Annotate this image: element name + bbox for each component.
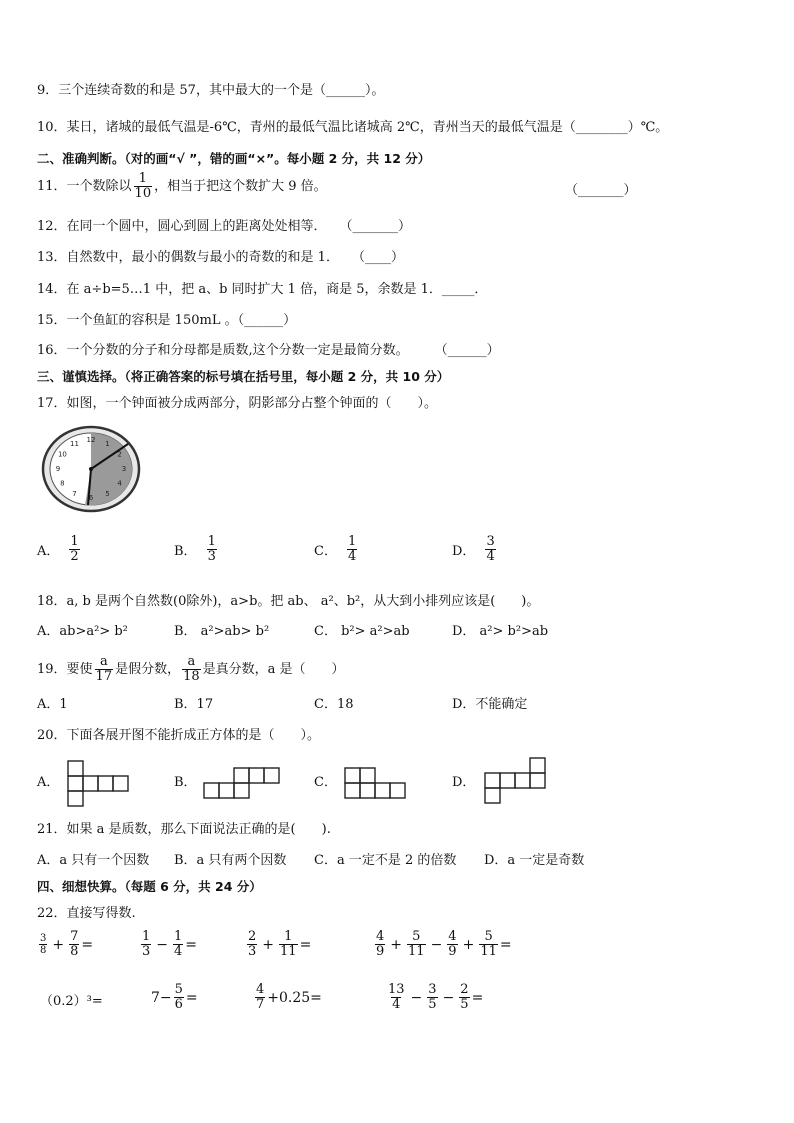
calc-8-f3-den: 5 [460, 997, 469, 1012]
question-11 [37, 172, 327, 201]
clock-number: 2 [117, 450, 122, 459]
question-10: 10．某日，诸城的最低气温是-6℃，青州的最低气温比诸城高 2℃，青州当天的最低气温是（________）℃。 [37, 120, 669, 135]
q17-option-fraction [347, 535, 357, 564]
question-19 [37, 655, 345, 684]
clock-number: 7 [72, 490, 77, 499]
question-16: 16．一个分数的分子和分母都是质数,这个分数一定是最简分数。 （______） [37, 343, 500, 358]
q19-f1-numerator: a [99, 654, 108, 669]
calc-4-fraction-1 [375, 930, 385, 959]
clock-number: 1 [105, 439, 110, 448]
calc-8 [385, 983, 483, 1012]
calc-4-fraction-3 [447, 930, 457, 959]
q19-f2-numerator: a [187, 654, 196, 669]
q21-option-b[interactable]: B．a 只有两个因数 [174, 853, 287, 868]
calc-3-f2-den: 11 [280, 944, 297, 959]
calc-6-text-pre: 7− [151, 989, 172, 1006]
q17-option-numerator: 3 [486, 534, 495, 549]
q17-option-fraction [69, 535, 79, 564]
calc-7-num: 4 [256, 982, 265, 997]
clock-number: 6 [88, 494, 94, 502]
calc-6-equals: = [185, 989, 198, 1006]
q20-net-d[interactable] [484, 757, 550, 807]
calc-4-f3-num: 4 [448, 929, 457, 944]
clock-number: 3 [121, 465, 127, 473]
q20-option-b-label[interactable]: B． [174, 775, 197, 790]
q17-option-label: C． [314, 544, 337, 559]
q18-option-b[interactable]: B． a²>ab> b² [174, 624, 270, 639]
calc-2 [139, 930, 197, 959]
q17-option-numerator: 1 [347, 534, 357, 549]
question-17: 17．如图，一个钟面被分成两部分，阴影部分占整个钟面的（ ）。 [37, 396, 438, 411]
calc-8-f2-den: 5 [428, 997, 437, 1012]
q19-option-d[interactable]: D．不能确定 [452, 697, 528, 712]
clock-number: 12 [86, 436, 96, 444]
calc-2-f1-num: 1 [142, 929, 151, 944]
calc-4-fraction-2 [407, 930, 426, 959]
q17-option-denominator: 4 [486, 549, 495, 564]
calc-6-fraction [174, 983, 184, 1012]
question-12: 12．在同一个圆中，圆心到圆上的距离处处相等． （_______） [37, 219, 412, 234]
calc-4-equals: = [499, 936, 512, 953]
calc-3-fraction-2 [279, 930, 298, 959]
calc-8-f1-num: 13 [388, 982, 405, 997]
clock-number: 9 [55, 465, 61, 473]
q18-option-d[interactable]: D． a²> b²>ab [452, 624, 549, 639]
calc-1-fraction-1 [39, 933, 47, 956]
q18-option-c[interactable]: C． b²> a²>ab [314, 624, 410, 639]
q21-option-d[interactable]: D．a 一定是奇数 [484, 853, 585, 868]
clock-number: 4 [117, 479, 122, 488]
q17-option-d[interactable] [452, 535, 498, 564]
q20-option-a-label[interactable]: A． [37, 775, 60, 790]
calc-1 [37, 930, 93, 959]
calc-3-equals: = [299, 936, 312, 953]
q19-text-mid: 是假分数， [115, 661, 181, 677]
question-9: 9．三个连续奇数的和是 57，其中最大的一个是（______）。 [37, 83, 385, 98]
calc-3-fraction-1 [247, 930, 257, 959]
calc-7-fraction [255, 983, 265, 1012]
calc-2-operator: − [156, 936, 169, 953]
calc-4-operator-2: − [430, 936, 443, 953]
calc-2-f1-den: 3 [142, 944, 151, 959]
calc-1-f2-den: 8 [70, 944, 79, 959]
q21-option-a[interactable]: A．a 只有一个因数 [37, 853, 150, 868]
calc-8-operator-2: − [442, 989, 455, 1006]
q19-f1-denominator: 17 [95, 669, 113, 684]
calc-4-f4-num: 5 [484, 929, 493, 944]
q20-net-a[interactable] [67, 760, 133, 808]
q17-option-fraction [207, 535, 217, 564]
calc-7-text-post: +0.25= [267, 989, 322, 1006]
calc-4-operator-1: + [390, 936, 403, 953]
calc-2-fraction-1 [141, 930, 151, 959]
calc-3-operator: + [262, 936, 275, 953]
calc-7 [253, 983, 322, 1012]
calc-8-operator-1: − [410, 989, 423, 1006]
q17-option-a[interactable] [37, 535, 82, 564]
calc-8-equals: = [471, 989, 484, 1006]
q20-option-c-label[interactable]: C． [314, 775, 337, 790]
calc-2-equals: = [185, 936, 198, 953]
q17-option-numerator: 1 [70, 534, 79, 549]
q20-net-b[interactable] [203, 767, 283, 801]
q19-f2-denominator: 18 [183, 669, 200, 684]
q18-option-a[interactable]: A．ab>a²> b² [37, 624, 128, 639]
question-15: 15．一个鱼缸的容积是 150mL 。（______） [37, 313, 297, 328]
q11-fraction [134, 172, 153, 201]
q17-option-c[interactable] [314, 535, 359, 564]
calc-2-f2-den: 4 [174, 944, 183, 959]
q11-answer-blank[interactable]: （_______） [565, 183, 637, 198]
q20-net-c[interactable] [344, 767, 410, 801]
calc-1-operator: + [52, 936, 65, 953]
q20-option-d-label[interactable]: D． [452, 775, 476, 790]
q17-option-label: B． [174, 544, 197, 559]
calc-4-f2-num: 5 [412, 929, 421, 944]
calc-4-f3-den: 9 [448, 944, 457, 959]
calc-8-f3-num: 2 [460, 982, 469, 997]
q17-option-label: D． [452, 544, 476, 559]
question-18: 18．a, b 是两个自然数(0除外)，a>b。把 ab、 a²、b²，从大到小排列应该是( )。 [37, 594, 540, 609]
clock-number: 11 [70, 439, 79, 448]
calc-1-f2-num: 7 [70, 929, 79, 944]
q19-text-pre: 19．要使 [37, 661, 93, 677]
calc-6 [151, 983, 198, 1012]
q11-denominator: 10 [134, 186, 152, 201]
calc-4-fraction-4 [479, 930, 498, 959]
calc-4-f1-num: 4 [376, 929, 385, 944]
q17-option-fraction [485, 535, 495, 564]
q17-option-denominator: 2 [70, 549, 79, 564]
q19-option-b[interactable]: B．17 [174, 697, 214, 712]
calc-8-f2-num: 3 [428, 982, 437, 997]
q21-option-c[interactable]: C．a 一定不是 2 的倍数 [314, 853, 457, 868]
calc-8-fraction-1 [387, 983, 406, 1012]
section-3-heading: 三、谨慎选择。（将正确答案的标号填在括号里，每小题 2 分，共 10 分） [37, 369, 450, 384]
section-2-heading: 二、准确判断。（对的画“√ ”，错的画“×”。每小题 2 分，共 12 分） [37, 151, 431, 166]
q17-option-label: A． [37, 544, 60, 559]
calc-6-num: 5 [174, 982, 183, 997]
question-21: 21．如果 a 是质数，那么下面说法正确的是( ). [37, 822, 331, 837]
calc-8-fraction-2 [427, 983, 437, 1012]
calc-3-f2-num: 1 [284, 929, 293, 944]
q11-text-pre: 11．一个数除以 [37, 178, 132, 194]
q17-option-denominator: 4 [347, 549, 357, 564]
q19-fraction-1 [95, 655, 114, 684]
clock-face-figure [40, 423, 142, 515]
calc-8-fraction-3 [459, 983, 469, 1012]
clock-number: 8 [60, 479, 65, 488]
calc-8-f1-den: 4 [392, 997, 401, 1012]
q19-fraction-2 [182, 655, 201, 684]
calc-4 [373, 930, 512, 959]
question-20: 20．下面各展开图不能折成正方体的是（ ）。 [37, 728, 321, 743]
calc-3 [245, 930, 311, 959]
calc-4-f4-den: 11 [480, 944, 497, 959]
calc-1-f1-den: 8 [40, 945, 47, 956]
calc-5-text: （0.2）³= [40, 994, 103, 1009]
calc-4-f2-den: 11 [408, 944, 425, 959]
calc-6-den: 6 [174, 997, 183, 1012]
question-14: 14．在 a÷b=5…1 中，把 a、b 同时扩大 1 倍，商是 5，余数是 1．_____． [37, 282, 488, 297]
section-4-heading: 四、细想快算。（每题 6 分，共 24 分） [37, 879, 262, 894]
calc-7-den: 7 [256, 997, 265, 1012]
calc-5 [40, 990, 103, 1009]
clock-number: 10 [57, 450, 67, 459]
q19-option-a[interactable]: A．1 [37, 697, 68, 712]
calc-4-f1-den: 9 [376, 944, 385, 959]
q11-numerator: 1 [138, 171, 147, 186]
calc-1-equals: = [81, 936, 94, 953]
q17-option-numerator: 1 [207, 534, 216, 549]
calc-2-fraction-2 [173, 930, 183, 959]
calc-4-operator-3: + [462, 936, 475, 953]
q11-text-post: ，相当于把这个数扩大 9 倍。 [154, 178, 327, 194]
q17-option-b[interactable] [174, 535, 219, 564]
calc-3-f1-num: 2 [248, 929, 257, 944]
q17-option-denominator: 3 [207, 549, 216, 564]
question-13: 13．自然数中，最小的偶数与最小的奇数的和是 1． （____） [37, 250, 404, 265]
calc-1-f1-num: 3 [40, 933, 47, 944]
calc-2-f2-num: 1 [174, 929, 183, 944]
calc-1-fraction-2 [69, 930, 79, 959]
calc-3-f1-den: 3 [248, 944, 257, 959]
question-22: 22．直接写得数. [37, 906, 136, 921]
q19-option-c[interactable]: C．18 [314, 697, 354, 712]
clock-number: 5 [105, 490, 110, 499]
q19-text-post: 是真分数，a 是（ ） [202, 661, 345, 677]
